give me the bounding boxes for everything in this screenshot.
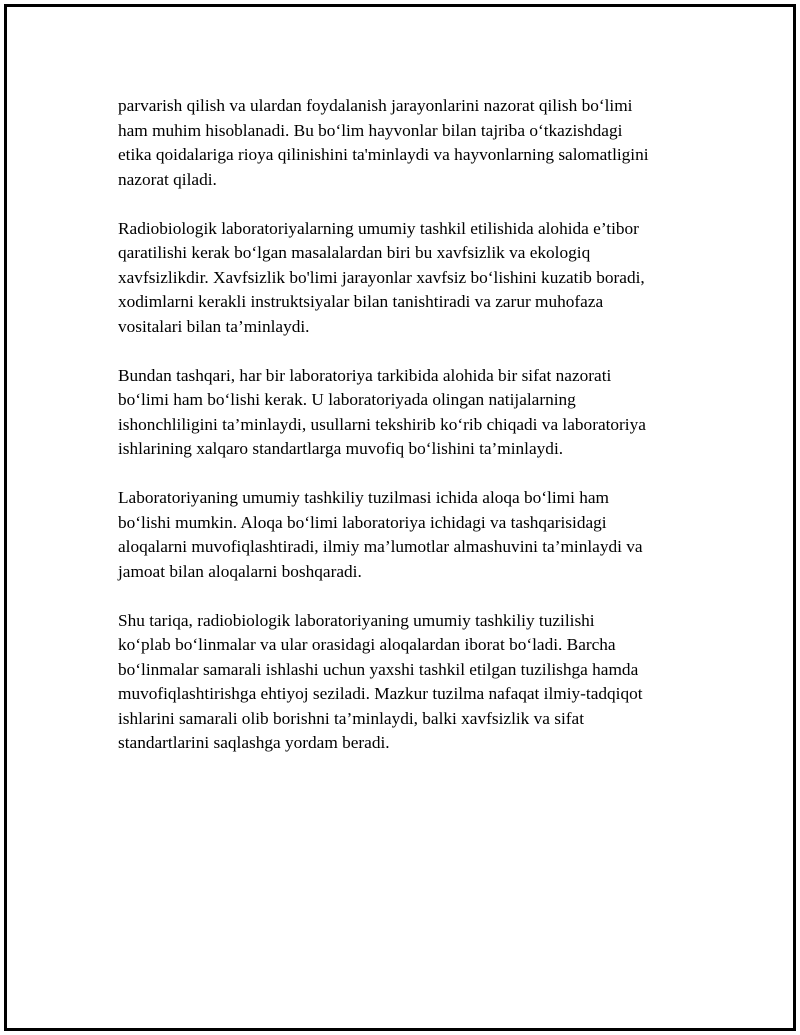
paragraph-4: Laboratoriyaning umumiy tashkiliy tuzilmasi ichida aloqa bo‘limi ham bo‘lishi mumkin. Aloqa bo‘limi laboratoriya ichidagi va tashqarisidagi aloqalarni muvofiqlashtiradi, ilmiy ma’lumotlar almashuvini ta’minlaydi va jamoat bilan aloqalarni boshqaradi. [118,488,643,581]
document-body [118,94,698,780]
paragraph-5: Shu tariqa, radiobiologik laboratoriyaning umumiy tashkiliy tuzilishi ko‘plab bo‘linmalar va ular orasidagi aloqalardan iborat bo‘ladi. Barcha bo‘linmalar samarali ishlashi uchun yaxshi tashkil etilgan tuzilishga hamda muvofiqlashtirishga ehtiyoj seziladi. Mazkur tuzilma nafaqat ilmiy-tadqiqot ishlarini samarali olib borishni ta’minlaydi, balki xavfsizlik va sifat standartlarini saqlashga yordam beradi. [118,610,643,752]
paragraph-2: Radiobiologik laboratoriyalarning umumiy tashkil etilishida alohida e’tibor qaratilishi kerak bo‘lgan masalalardan biri bu xavfsizlik va ekologiq xavfsizlikdir. Xavfsizlik bo'limi jarayonlar xavfsiz bo‘lishini kuzatib boradi, xodimlarni kerakli instruktsiyalar bilan tanishtiradi va zarur muhofaza vositalari bilan ta’minlaydi. [118,218,645,336]
paragraph-3: Bundan tashqari, har bir laboratoriya tarkibida alohida bir sifat nazorati bo‘limi ham bo‘lishi kerak. U laboratoriyada olingan natijalarning ishonchliligini ta’minlaydi, usullarni tekshirib ko‘rib chiqadi va laboratoriya ishlarining xalqaro standartlarga muvofiq bo‘lishini ta’minlaydi. [118,365,646,458]
paragraph-1: parvarish qilish va ulardan foydalanish jarayonlarini nazorat qilish bo‘limi ham muhim hisoblanadi. Bu bo‘lim hayvonlar bilan tajriba o‘tkazishdagi etika qoidalariga rioya qilinishini ta'minlaydi va hayvonlarning salomatligini nazorat qiladi. [118,96,649,189]
